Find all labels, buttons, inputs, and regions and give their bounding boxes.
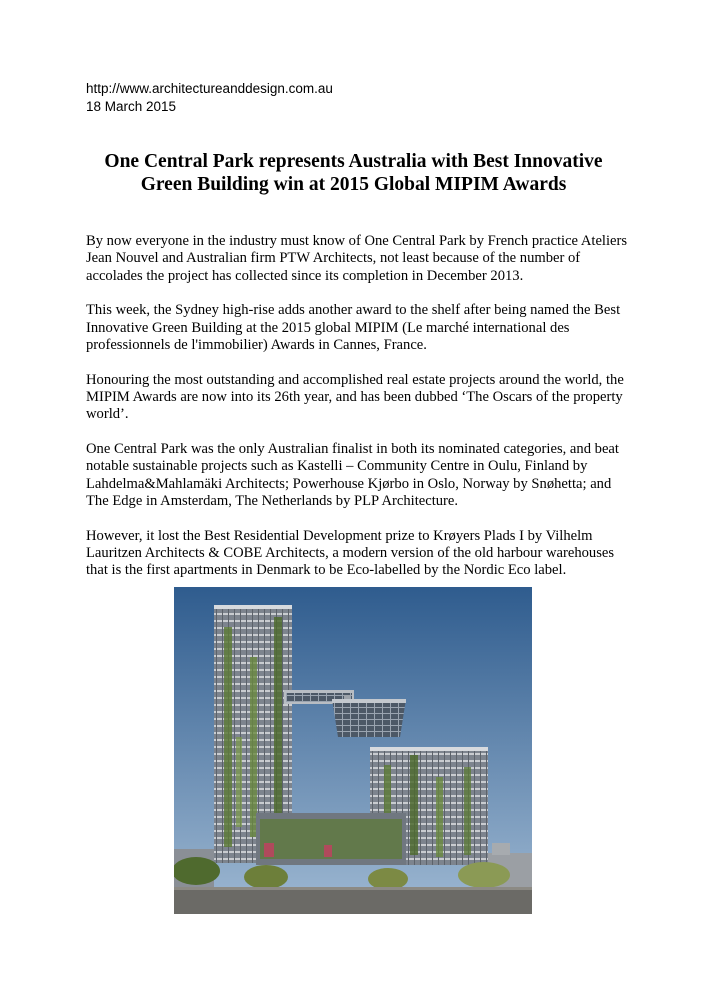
text-line: One Central Park was the only Australian finalist in both its nominated categories, and beat [86, 441, 619, 458]
paragraph [86, 233, 626, 285]
paragraph [86, 372, 626, 424]
street [174, 887, 532, 914]
building-photo [174, 587, 532, 914]
text-line: Lahdelma&Mahlamäki Architects; Powerhouse Kjørbo in Oslo, Norway by Snøhetta; and [86, 475, 612, 492]
title-line: Green Building win at 2015 Global MIPIM Awards [140, 174, 567, 195]
text-line: that is the first apartments in Denmark to be Eco-labelled by the Nordic Eco label. [86, 562, 567, 579]
text-line: This week, the Sydney high-rise adds another award to the shelf after being named the Best [86, 302, 621, 319]
source-url[interactable]: http://www.architectureanddesign.com.au [86, 81, 333, 96]
publish-date: 18 March 2015 [86, 99, 177, 114]
text-line: professionnels de l'immobilier) Awards in Cannes, France. [86, 336, 427, 353]
paragraph [86, 302, 626, 354]
article-body [86, 233, 626, 597]
text-line: Lauritzen Architects & COBE Architects, a modern version of the old harbour warehouses [86, 545, 615, 562]
curb [174, 887, 532, 890]
source-header [86, 80, 333, 116]
paragraph [86, 528, 626, 580]
paragraph [86, 441, 626, 510]
text-line: MIPIM Awards are now into its 26th year, and has been dubbed ‘The Oscars of the property [86, 389, 623, 406]
text-line: notable sustainable projects such as Kastelli – Community Centre in Oulu, Finland by [86, 458, 588, 475]
text-line: Honouring the most outstanding and accomplished real estate projects around the world, the [86, 371, 624, 388]
text-line: world’. [86, 406, 129, 423]
text-line: The Edge in Amsterdam, The Netherlands by PLP Architecture. [86, 493, 459, 510]
text-line: By now everyone in the industry must know of One Central Park by French practice Ateliers [86, 233, 628, 249]
text-line: However, it lost the Best Residential Development prize to Krøyers Plads I by Vilhelm [86, 527, 593, 544]
text-line: Innovative Green Building at the 2015 global MIPIM (Le marché international des [86, 319, 570, 336]
article-title [60, 150, 647, 196]
text-line: Jean Nouvel and Australian firm PTW Architects, not least because of the number of [86, 250, 581, 267]
title-line: One Central Park represents Australia with Best Innovative [104, 151, 603, 172]
podium [256, 813, 406, 865]
text-line: accolades the project has collected since its completion in December 2013. [86, 267, 524, 284]
